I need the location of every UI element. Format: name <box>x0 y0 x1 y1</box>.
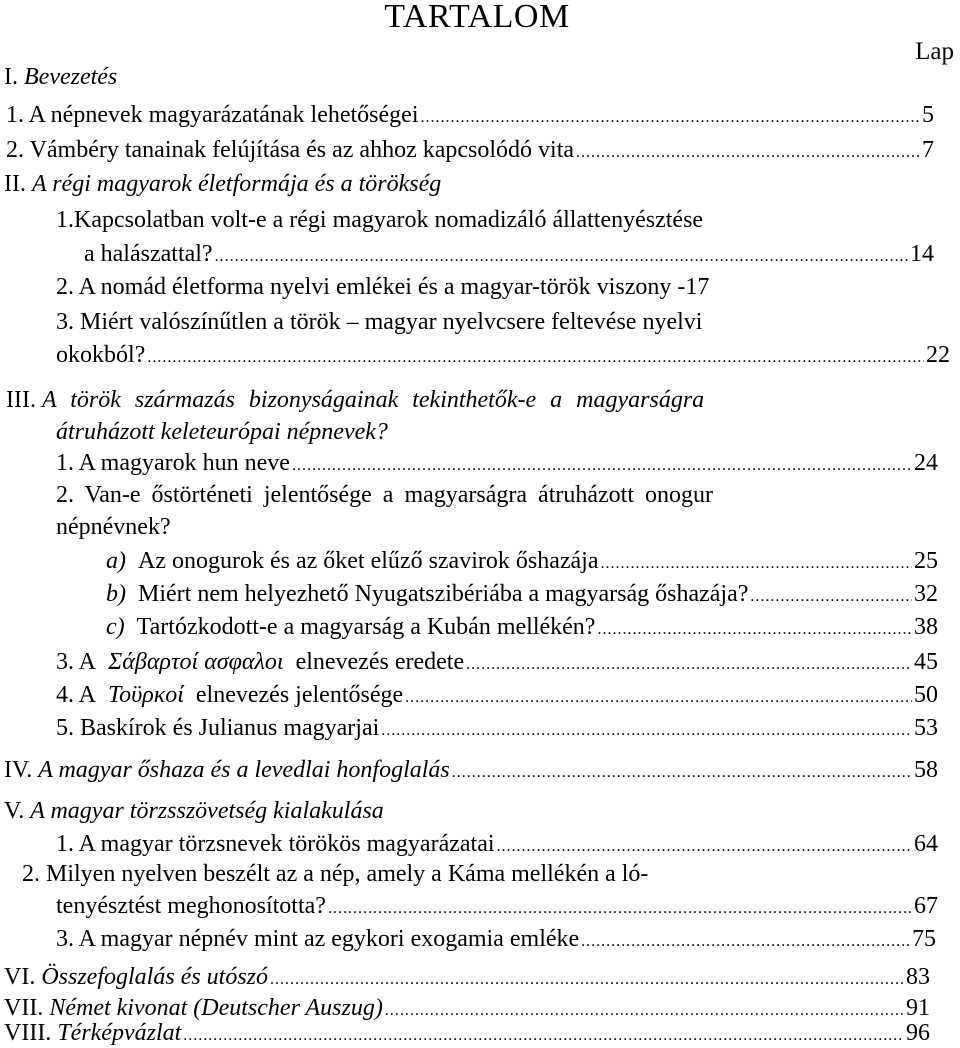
toc-entry-2-1-line1: 1.Kapcsolatban volt-e a régi magyarok nomadizáló állattenyésztése <box>56 207 704 233</box>
toc-entry-5-3[interactable] <box>56 924 936 957</box>
toc-entry-page: 75 <box>912 926 936 952</box>
toc-entry-2-1[interactable] <box>84 239 934 272</box>
toc-entry-3-3[interactable] <box>56 647 938 680</box>
leader-dots <box>270 965 904 995</box>
leader-dots <box>405 683 912 713</box>
toc-entry-number: 3. A <box>56 649 97 675</box>
section-heading-4[interactable] <box>4 755 938 788</box>
section-number: IV. <box>4 757 33 783</box>
leader-dots <box>497 832 912 862</box>
section-title: Német kivonat (Deutscher Auszug) <box>49 995 383 1021</box>
toc-entry-3-4[interactable] <box>56 680 938 713</box>
item-letter: a) <box>106 548 126 574</box>
section-heading-5 <box>4 796 384 826</box>
page-column-header: Lap <box>915 38 954 65</box>
toc-entry-page: 14 <box>910 241 934 267</box>
toc-entry-1-1[interactable] <box>6 100 934 133</box>
toc-entry-page: 24 <box>914 450 938 476</box>
leader-dots <box>581 927 910 957</box>
section-title-continued: átruházott keleteurópai népnevek? <box>56 419 388 445</box>
toc-entry-label: a halászattal? <box>84 241 213 267</box>
toc-entry-label: 3. A magyar népnév mint az egykori exogamia emléke <box>56 926 580 952</box>
section-number: VII. <box>4 995 44 1021</box>
section-number: I. <box>4 64 18 90</box>
toc-entry-2-3[interactable] <box>56 340 950 373</box>
section-number: V. <box>4 798 25 824</box>
section-heading-3 <box>6 385 704 415</box>
toc-entry-page: 50 <box>914 682 938 708</box>
toc-entry-5-2[interactable] <box>56 891 938 924</box>
leader-dots <box>292 451 912 481</box>
leader-dots <box>452 758 912 788</box>
greek-term: Τοϋρκοί <box>108 682 184 708</box>
section-title: A magyar törzsszövetség kialakulása <box>30 798 384 824</box>
toc-entry-label: 1. A népnevek magyarázatának lehetőségei <box>6 102 419 128</box>
toc-entry-page: 83 <box>906 964 930 990</box>
toc-entry-page: 45 <box>914 649 938 675</box>
toc-entry-5-2-line1: 2. Milyen nyelven beszélt az a nép, amely a Káma mellékén a ló- <box>22 861 649 887</box>
toc-entry-number: 4. A <box>56 682 97 708</box>
toc-entry-label: 1. A magyarok hun neve <box>56 450 290 476</box>
toc-entry-3-1[interactable] <box>56 448 938 481</box>
section-heading-1 <box>4 62 117 92</box>
toc-entry-label: 1. A magyar törzsnevek törökös magyarázatai <box>56 831 495 857</box>
leader-dots <box>750 582 912 612</box>
toc-entry-page: 67 <box>914 893 938 919</box>
leader-dots <box>147 343 924 373</box>
toc-entry-3-5[interactable] <box>56 713 938 746</box>
section-number: II. <box>4 171 26 197</box>
section-title: A régi magyarok életformája és a törökség <box>31 171 442 197</box>
toc-entry-label: tenyésztést meghonosította? <box>56 893 326 919</box>
toc-entry-1-2[interactable] <box>6 135 934 168</box>
toc-entry-page: 7 <box>922 137 934 163</box>
toc-entry-page: 91 <box>906 995 930 1021</box>
toc-entry-page: 96 <box>906 1020 930 1046</box>
toc-entry-3-2-b[interactable] <box>106 579 938 612</box>
toc-entry-label: Miért nem helyezhető Nyugatszibériába a magyarság őshazája? <box>138 581 749 607</box>
greek-term: Σάβαρτοί ασφαλοι <box>108 649 284 675</box>
toc-entry-page: 58 <box>914 757 938 783</box>
section-heading-8[interactable] <box>4 1021 930 1048</box>
toc-entry-5-1[interactable] <box>56 829 938 862</box>
leader-dots <box>328 894 912 924</box>
toc-entry-page: 53 <box>914 715 938 741</box>
toc-entry-3-2-line1: 2. Van-e őstörténeti jelentősége a magyarságra átruházott onogur <box>56 482 713 508</box>
toc-entry-page: 32 <box>914 581 938 607</box>
leader-dots <box>183 1024 904 1048</box>
toc-entry-label: elnevezés jelentősége <box>195 682 404 708</box>
toc-entry-3-2-a[interactable] <box>106 546 938 579</box>
item-letter: b) <box>106 581 126 607</box>
section-heading-6[interactable] <box>4 962 930 995</box>
toc-entry-label: okokból? <box>56 342 146 368</box>
item-letter: c) <box>106 614 125 640</box>
leader-dots <box>421 103 921 133</box>
toc-entry-label: 5. Baskírok és Julianus magyarjai <box>56 715 380 741</box>
leader-dots <box>466 650 912 680</box>
toc-entry-page: 38 <box>914 614 938 640</box>
toc-entry-2-3-line1: 3. Miért valószínűtlen a török – magyar nyelvcsere feltevése nyelvi <box>56 309 703 335</box>
leader-dots <box>601 549 913 579</box>
toc-entry-label: elnevezés eredete <box>295 649 465 675</box>
section-title: A török származás bizonyságainak tekinthetők-e a magyarságra <box>41 387 705 413</box>
toc-entry-label: Tartózkodott-e a magyarság a Kubán mellékén? <box>136 614 596 640</box>
section-title: A magyar őshaza és a levedlai honfoglalás <box>38 757 450 783</box>
leader-dots <box>381 716 912 746</box>
toc-entry-3-2-line2: népnévnek? <box>56 514 171 540</box>
leader-dots <box>576 138 920 168</box>
section-title: Összefoglalás és utószó <box>41 964 269 990</box>
page-title: TARTALOM <box>384 0 570 35</box>
section-title: Térképvázlat <box>57 1020 182 1046</box>
section-number: VIII. <box>4 1020 52 1046</box>
leader-dots <box>215 242 908 272</box>
section-heading-2 <box>4 169 441 199</box>
toc-entry-page: 22 <box>926 342 950 368</box>
toc-entry-3-2-c[interactable] <box>106 612 938 645</box>
leader-dots <box>597 615 912 645</box>
toc-entry-2-2[interactable]: 2. A nomád életforma nyelvi emlékei és a magyar-török viszony -17 <box>56 274 710 300</box>
toc-entry-page: 64 <box>914 831 938 857</box>
toc-entry-label: 2. Vámbéry tanainak felújítása és az ahhoz kapcsolódó vita <box>6 137 575 163</box>
toc-entry-label: Az onogurok és az őket elűző szavirok őshazája <box>138 548 599 574</box>
toc-entry-page: 25 <box>914 548 938 574</box>
section-number: III. <box>6 387 36 413</box>
section-title: Bevezetés <box>24 64 118 90</box>
toc-entry-page: 5 <box>922 102 934 128</box>
section-number: VI. <box>4 964 36 990</box>
